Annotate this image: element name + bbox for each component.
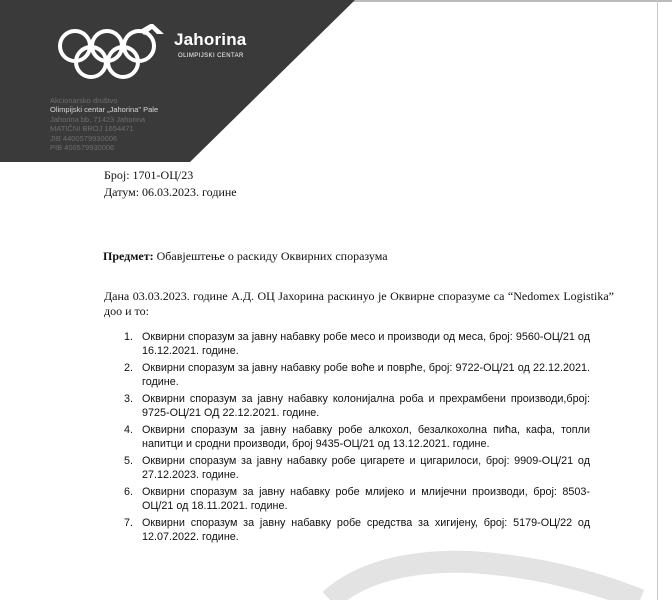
list-item-text: Оквирни споразум за јавну набавку робе цигарете и цигарилоси, број: 9909-ОЦ/21 од 27.12.2023. године. (142, 455, 590, 481)
list-item-text: Оквирни споразум за јавну набавку колонијална роба и прехрамбени производи,број: 9725-ОЦ/21 ОД 22.12.2021. године. (142, 393, 590, 419)
company-info (50, 96, 158, 152)
olympic-rings-icon (56, 24, 174, 86)
list-item (124, 423, 590, 451)
company-line: MATIČNI BROJ 1654471 (50, 124, 134, 134)
list-item-number: 4. (124, 424, 134, 436)
document-number: Број: 1701-ОЦ/23 (104, 168, 194, 182)
subject-text: Обавјештење о раскиду Оквирних споразума (156, 249, 388, 263)
brand-name: Jahorina (174, 30, 247, 49)
list-item-number: 2. (124, 362, 134, 374)
list-item (124, 330, 590, 358)
list-item (124, 454, 590, 482)
list-item (124, 361, 590, 389)
list-item (124, 485, 590, 513)
list-item-text: Оквирни споразум за јавну набавку робе млијеко и млијечни производи, број: 8503-ОЦ/21 од 18.11.2021. године. (142, 486, 590, 512)
list-item-text: Оквирни споразум за јавну набавку робе алкохол, безалкохолна пића, кафа, топли напитци и сродни производи, број 9435-ОЦ/21 од 13.12.2021. године. (142, 424, 590, 450)
list-item (124, 392, 590, 420)
list-item-text: Оквирни споразум за јавну набавку робе воће и поврће, број: 9722-ОЦ/21 од 22.12.2021. године. (142, 362, 590, 388)
company-line: Akcionarsko društvo (50, 96, 118, 105)
list-item-text: Оквирни споразум за јавну набавку робе средства за хигијену, број: 5179-ОЦ/22 од 12.07.2022. године. (142, 517, 590, 543)
page-edge-line (657, 0, 658, 600)
list-item-number: 7. (124, 517, 134, 529)
brand-subtitle: OLIMPIJSKI CENTAR (178, 53, 244, 59)
list-item-number: 3. (124, 393, 134, 405)
list-item-number: 1. (124, 331, 134, 343)
subject-label: Предмет: (103, 249, 154, 263)
list-item-number: 6. (124, 486, 134, 498)
company-line: JIB 4400579930006 (50, 133, 118, 143)
list-item-number: 5. (124, 455, 134, 467)
subject-line (103, 249, 388, 264)
document-date: Датум: 06.03.2023. године (104, 185, 237, 199)
agreement-list (124, 330, 590, 547)
list-item (124, 516, 590, 544)
jahorina-logo (56, 24, 276, 90)
company-line: PIB 400579930006 (50, 143, 115, 153)
company-line: Olimpijski centar „Jahorina" Pale (50, 105, 159, 115)
list-item-text: Оквирни споразум за јавну набавку робе месо и производи од меса, број: 9560-ОЦ/21 од 16.12.2021. године. (142, 331, 590, 357)
company-line: Jahorina bb, 71423 Jahorina (50, 114, 146, 124)
intro-paragraph: Дана 03.03.2023. године А.Д. ОЦ Јахорина раскинуо је Оквирне споразуме са “Nedomex Logistika” доо и то: (104, 289, 614, 318)
